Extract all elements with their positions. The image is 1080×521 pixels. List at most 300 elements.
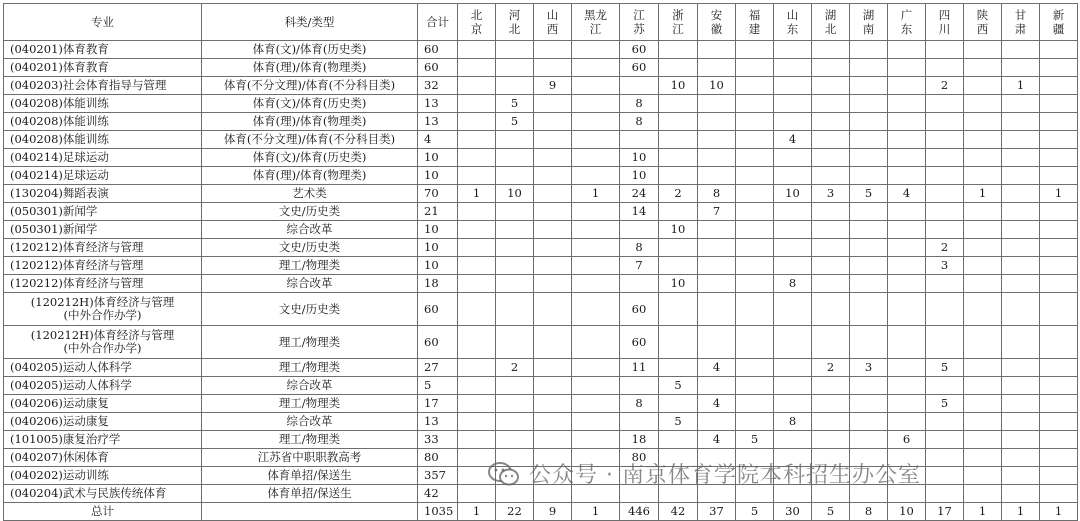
table-row xyxy=(4,275,1078,293)
cell-province-count xyxy=(964,449,1002,467)
cell-province-count: 8 xyxy=(620,95,659,113)
cell-province-count xyxy=(812,113,850,131)
table-header-row xyxy=(4,4,1078,41)
cell-province-count: 4 xyxy=(888,185,926,203)
cell-province-count xyxy=(964,203,1002,221)
cell-province-count xyxy=(620,221,659,239)
cell-major: (040205)运动人体科学 xyxy=(4,377,202,395)
cell-province-count xyxy=(964,113,1002,131)
cell-major: (120212)体育经济与管理 xyxy=(4,257,202,275)
cell-province-count xyxy=(1002,449,1040,467)
cell-province-count xyxy=(926,221,964,239)
cell-province-count: 8 xyxy=(620,239,659,257)
cell-province-count: 9 xyxy=(534,77,572,95)
cell-category: 体育(理)/体育(物理类) xyxy=(202,59,418,77)
table-row xyxy=(4,185,1078,203)
cell-province-count xyxy=(659,113,698,131)
cell-province-count xyxy=(496,59,534,77)
cell-province-count xyxy=(1040,485,1078,503)
cell-province-count xyxy=(736,185,774,203)
cell-province-count xyxy=(774,293,812,326)
cell-province-count: 8 xyxy=(774,275,812,293)
cell-province-count xyxy=(496,326,534,359)
cell-province-count xyxy=(572,149,620,167)
table-row xyxy=(4,239,1078,257)
cell-province-count xyxy=(496,293,534,326)
cell-province-count xyxy=(736,359,774,377)
cell-category: 艺术类 xyxy=(202,185,418,203)
cell-province-count xyxy=(812,395,850,413)
cell-province-count: 5 xyxy=(496,113,534,131)
cell-province-count xyxy=(1040,359,1078,377)
table-row xyxy=(4,59,1078,77)
table-row xyxy=(4,503,1078,521)
cell-province-count: 5 xyxy=(926,395,964,413)
cell-province-count xyxy=(1002,131,1040,149)
cell-province-count xyxy=(572,275,620,293)
cell-province-count: 4 xyxy=(698,359,736,377)
cell-province-count xyxy=(572,395,620,413)
cell-province-count xyxy=(926,131,964,149)
cell-province-count xyxy=(964,359,1002,377)
cell-province-count: 2 xyxy=(659,185,698,203)
cell-province-count xyxy=(458,257,496,275)
cell-province-count: 8 xyxy=(850,503,888,521)
cell-province-count xyxy=(774,77,812,95)
cell-province-count xyxy=(812,77,850,95)
cell-province-count xyxy=(888,293,926,326)
cell-province-count: 4 xyxy=(698,395,736,413)
cell-province-count xyxy=(736,257,774,275)
cell-province-count xyxy=(458,95,496,113)
cell-province-count xyxy=(926,275,964,293)
header-province: 湖 北 xyxy=(812,4,850,41)
cell-province-count xyxy=(458,203,496,221)
cell-province-count: 1 xyxy=(1002,77,1040,95)
cell-province-count xyxy=(964,95,1002,113)
cell-major: (040207)休闲体育 xyxy=(4,449,202,467)
cell-major: (101005)康复治疗学 xyxy=(4,431,202,449)
cell-province-count xyxy=(888,131,926,149)
cell-province-count xyxy=(1002,95,1040,113)
cell-province-count: 2 xyxy=(926,77,964,95)
cell-province-count xyxy=(888,221,926,239)
cell-province-count xyxy=(572,113,620,131)
cell-total: 13 xyxy=(418,413,458,431)
cell-province-count xyxy=(812,377,850,395)
cell-province-count: 5 xyxy=(812,503,850,521)
cell-province-count xyxy=(736,95,774,113)
cell-province-count xyxy=(812,431,850,449)
cell-province-count: 8 xyxy=(774,413,812,431)
cell-province-count xyxy=(774,326,812,359)
cell-province-count: 8 xyxy=(620,395,659,413)
cell-province-count: 17 xyxy=(926,503,964,521)
cell-province-count xyxy=(850,77,888,95)
cell-province-count xyxy=(964,326,1002,359)
cell-province-count: 60 xyxy=(620,326,659,359)
table-row xyxy=(4,221,1078,239)
cell-major: (040202)运动训练 xyxy=(4,467,202,485)
cell-province-count xyxy=(774,41,812,59)
cell-province-count xyxy=(926,377,964,395)
cell-province-count xyxy=(496,395,534,413)
cell-province-count xyxy=(774,95,812,113)
cell-province-count xyxy=(458,131,496,149)
cell-province-count xyxy=(774,113,812,131)
cell-major: (040208)体能训练 xyxy=(4,113,202,131)
cell-total: 32 xyxy=(418,77,458,95)
wechat-icon xyxy=(487,461,521,487)
cell-province-count xyxy=(534,203,572,221)
table-row xyxy=(4,257,1078,275)
cell-province-count xyxy=(659,149,698,167)
cell-total: 1035 xyxy=(418,503,458,521)
cell-province-count xyxy=(458,41,496,59)
cell-province-count xyxy=(1002,59,1040,77)
cell-province-count xyxy=(736,113,774,131)
cell-province-count xyxy=(1002,359,1040,377)
cell-province-count xyxy=(888,59,926,77)
cell-total: 10 xyxy=(418,167,458,185)
cell-province-count xyxy=(850,239,888,257)
cell-province-count xyxy=(458,77,496,95)
cell-province-count: 5 xyxy=(736,503,774,521)
cell-province-count xyxy=(458,239,496,257)
cell-province-count xyxy=(736,149,774,167)
cell-province-count xyxy=(698,293,736,326)
cell-province-count xyxy=(850,203,888,221)
cell-province-count xyxy=(964,467,1002,485)
cell-province-count: 1 xyxy=(1040,185,1078,203)
cell-province-count xyxy=(850,59,888,77)
cell-province-count xyxy=(1040,413,1078,431)
cell-total: 70 xyxy=(418,185,458,203)
cell-province-count xyxy=(964,257,1002,275)
cell-province-count xyxy=(1040,95,1078,113)
cell-province-count xyxy=(926,113,964,131)
cell-province-count xyxy=(774,395,812,413)
cell-province-count: 1 xyxy=(458,185,496,203)
cell-province-count xyxy=(458,59,496,77)
cell-category: 理工/物理类 xyxy=(202,257,418,275)
cell-province-count: 30 xyxy=(774,503,812,521)
cell-province-count xyxy=(850,41,888,59)
cell-province-count: 10 xyxy=(496,185,534,203)
cell-province-count xyxy=(659,59,698,77)
cell-category: 文史/历史类 xyxy=(202,293,418,326)
cell-province-count: 2 xyxy=(812,359,850,377)
cell-province-count xyxy=(850,221,888,239)
cell-province-count xyxy=(812,41,850,59)
cell-province-count: 446 xyxy=(620,503,659,521)
cell-total: 10 xyxy=(418,221,458,239)
cell-province-count: 3 xyxy=(812,185,850,203)
cell-province-count xyxy=(736,131,774,149)
cell-category xyxy=(202,503,418,521)
cell-province-count xyxy=(736,275,774,293)
cell-province-count xyxy=(1002,275,1040,293)
cell-province-count xyxy=(774,359,812,377)
cell-province-count xyxy=(458,377,496,395)
cell-province-count: 10 xyxy=(888,503,926,521)
cell-province-count xyxy=(534,149,572,167)
cell-province-count xyxy=(1002,431,1040,449)
cell-province-count: 10 xyxy=(774,185,812,203)
cell-province-count xyxy=(496,203,534,221)
table-row xyxy=(4,395,1078,413)
cell-province-count xyxy=(888,41,926,59)
cell-province-count xyxy=(659,293,698,326)
cell-province-count xyxy=(496,257,534,275)
cell-province-count xyxy=(850,293,888,326)
cell-province-count xyxy=(1040,293,1078,326)
cell-province-count xyxy=(458,149,496,167)
cell-province-count xyxy=(774,221,812,239)
cell-province-count xyxy=(620,275,659,293)
cell-province-count xyxy=(1002,41,1040,59)
cell-province-count xyxy=(1002,395,1040,413)
cell-province-count xyxy=(458,395,496,413)
cell-province-count xyxy=(736,239,774,257)
cell-province-count xyxy=(926,185,964,203)
cell-province-count xyxy=(458,293,496,326)
table-row xyxy=(4,77,1078,95)
cell-category: 体育单招/保送生 xyxy=(202,485,418,503)
cell-province-count xyxy=(926,413,964,431)
cell-province-count xyxy=(888,113,926,131)
cell-province-count xyxy=(1040,377,1078,395)
cell-major: (120212)体育经济与管理 xyxy=(4,275,202,293)
cell-province-count xyxy=(1040,467,1078,485)
cell-province-count xyxy=(926,467,964,485)
cell-province-count xyxy=(458,413,496,431)
table-row xyxy=(4,131,1078,149)
cell-major: (050301)新闻学 xyxy=(4,203,202,221)
cell-province-count xyxy=(1040,167,1078,185)
cell-province-count xyxy=(534,293,572,326)
cell-province-count xyxy=(698,275,736,293)
cell-province-count xyxy=(534,326,572,359)
cell-province-count xyxy=(888,257,926,275)
cell-province-count xyxy=(496,239,534,257)
cell-province-count: 5 xyxy=(850,185,888,203)
cell-category: 体育单招/保送生 xyxy=(202,467,418,485)
cell-province-count: 60 xyxy=(620,59,659,77)
cell-province-count xyxy=(496,413,534,431)
cell-province-count xyxy=(736,377,774,395)
header-province: 安 徽 xyxy=(698,4,736,41)
cell-province-count xyxy=(659,359,698,377)
cell-category: 体育(理)/体育(物理类) xyxy=(202,113,418,131)
header-province: 广 东 xyxy=(888,4,926,41)
cell-province-count xyxy=(698,257,736,275)
header-category: 科类/类型 xyxy=(202,4,418,41)
cell-province-count xyxy=(1040,449,1078,467)
cell-province-count xyxy=(888,95,926,113)
header-province: 湖 南 xyxy=(850,4,888,41)
cell-province-count xyxy=(812,149,850,167)
cell-province-count xyxy=(534,95,572,113)
cell-province-count xyxy=(1040,257,1078,275)
cell-province-count xyxy=(1040,149,1078,167)
cell-province-count xyxy=(534,167,572,185)
cell-province-count xyxy=(888,239,926,257)
table-row xyxy=(4,149,1078,167)
cell-province-count xyxy=(850,431,888,449)
cell-province-count: 42 xyxy=(659,503,698,521)
cell-province-count xyxy=(1040,221,1078,239)
cell-province-count xyxy=(812,131,850,149)
cell-province-count: 14 xyxy=(620,203,659,221)
cell-province-count xyxy=(964,395,1002,413)
cell-province-count xyxy=(926,95,964,113)
cell-category: 综合改革 xyxy=(202,275,418,293)
cell-province-count xyxy=(572,359,620,377)
header-province: 北 京 xyxy=(458,4,496,41)
cell-province-count xyxy=(1002,149,1040,167)
cell-province-count xyxy=(659,41,698,59)
header-province: 江 苏 xyxy=(620,4,659,41)
cell-major: (120212)体育经济与管理 xyxy=(4,239,202,257)
cell-province-count: 24 xyxy=(620,185,659,203)
cell-province-count xyxy=(572,203,620,221)
cell-province-count xyxy=(888,395,926,413)
cell-province-count xyxy=(1002,239,1040,257)
cell-major: (040214)足球运动 xyxy=(4,167,202,185)
cell-province-count xyxy=(572,326,620,359)
cell-province-count xyxy=(812,275,850,293)
cell-total: 357 xyxy=(418,467,458,485)
cell-total: 80 xyxy=(418,449,458,467)
cell-province-count xyxy=(774,149,812,167)
cell-province-count xyxy=(572,95,620,113)
cell-major: (040203)社会体育指导与管理 xyxy=(4,77,202,95)
cell-major: (040201)体育教育 xyxy=(4,59,202,77)
cell-province-count xyxy=(964,41,1002,59)
cell-province-count xyxy=(736,293,774,326)
cell-total: 17 xyxy=(418,395,458,413)
cell-province-count xyxy=(1040,113,1078,131)
cell-province-count xyxy=(458,326,496,359)
cell-major: (120212H)体育经济与管理 (中外合作办学) xyxy=(4,326,202,359)
cell-province-count xyxy=(620,131,659,149)
cell-province-count: 10 xyxy=(659,275,698,293)
cell-province-count xyxy=(572,77,620,95)
cell-total: 42 xyxy=(418,485,458,503)
cell-major: (040214)足球运动 xyxy=(4,149,202,167)
cell-category: 体育(文)/体育(历史类) xyxy=(202,149,418,167)
cell-province-count xyxy=(1002,113,1040,131)
cell-province-count xyxy=(458,431,496,449)
cell-province-count xyxy=(736,167,774,185)
cell-major: (040206)运动康复 xyxy=(4,395,202,413)
cell-province-count xyxy=(698,131,736,149)
cell-province-count xyxy=(698,326,736,359)
cell-province-count xyxy=(659,395,698,413)
table-row xyxy=(4,95,1078,113)
cell-category: 理工/物理类 xyxy=(202,359,418,377)
cell-province-count xyxy=(736,77,774,95)
cell-total: 21 xyxy=(418,203,458,221)
cell-province-count xyxy=(812,257,850,275)
cell-province-count xyxy=(1002,221,1040,239)
header-province: 河 北 xyxy=(496,4,534,41)
cell-province-count: 37 xyxy=(698,503,736,521)
cell-province-count xyxy=(774,59,812,77)
cell-province-count xyxy=(736,203,774,221)
cell-province-count xyxy=(1040,431,1078,449)
cell-province-count: 7 xyxy=(698,203,736,221)
cell-province-count xyxy=(572,257,620,275)
cell-province-count xyxy=(620,413,659,431)
cell-total: 60 xyxy=(418,59,458,77)
cell-province-count xyxy=(1040,326,1078,359)
cell-province-count xyxy=(496,221,534,239)
cell-province-count xyxy=(1002,293,1040,326)
table-row xyxy=(4,377,1078,395)
cell-category: 江苏省中职职教高考 xyxy=(202,449,418,467)
cell-province-count: 60 xyxy=(620,41,659,59)
cell-province-count xyxy=(926,485,964,503)
cell-province-count xyxy=(572,377,620,395)
cell-category: 体育(理)/体育(物理类) xyxy=(202,167,418,185)
cell-province-count: 10 xyxy=(659,221,698,239)
cell-province-count xyxy=(1002,167,1040,185)
cell-province-count xyxy=(698,95,736,113)
cell-province-count xyxy=(496,377,534,395)
cell-province-count xyxy=(1040,395,1078,413)
cell-province-count xyxy=(659,431,698,449)
cell-province-count: 22 xyxy=(496,503,534,521)
cell-province-count xyxy=(534,239,572,257)
cell-province-count xyxy=(534,431,572,449)
header-major: 专业 xyxy=(4,4,202,41)
cell-province-count xyxy=(698,149,736,167)
cell-province-count xyxy=(812,221,850,239)
cell-province-count xyxy=(850,326,888,359)
cell-province-count: 10 xyxy=(620,149,659,167)
cell-total: 10 xyxy=(418,239,458,257)
cell-province-count xyxy=(496,275,534,293)
cell-province-count: 1 xyxy=(1002,503,1040,521)
cell-major: (040204)武术与民族传统体育 xyxy=(4,485,202,503)
cell-province-count xyxy=(964,293,1002,326)
cell-province-count xyxy=(964,131,1002,149)
cell-province-count xyxy=(698,239,736,257)
cell-province-count xyxy=(736,221,774,239)
cell-province-count xyxy=(850,113,888,131)
cell-category: 综合改革 xyxy=(202,413,418,431)
cell-province-count xyxy=(458,221,496,239)
cell-major: 总计 xyxy=(4,503,202,521)
cell-province-count xyxy=(620,77,659,95)
cell-province-count xyxy=(812,413,850,431)
cell-total: 13 xyxy=(418,113,458,131)
header-province: 黑龙 江 xyxy=(572,4,620,41)
cell-category: 文史/历史类 xyxy=(202,239,418,257)
cell-total: 33 xyxy=(418,431,458,449)
cell-province-count: 10 xyxy=(620,167,659,185)
header-province: 甘 肃 xyxy=(1002,4,1040,41)
cell-major: (040201)体育教育 xyxy=(4,41,202,59)
cell-province-count xyxy=(458,113,496,131)
cell-province-count xyxy=(888,77,926,95)
cell-major: (040208)体能训练 xyxy=(4,131,202,149)
cell-province-count xyxy=(1002,185,1040,203)
cell-province-count xyxy=(1040,203,1078,221)
cell-province-count xyxy=(850,149,888,167)
